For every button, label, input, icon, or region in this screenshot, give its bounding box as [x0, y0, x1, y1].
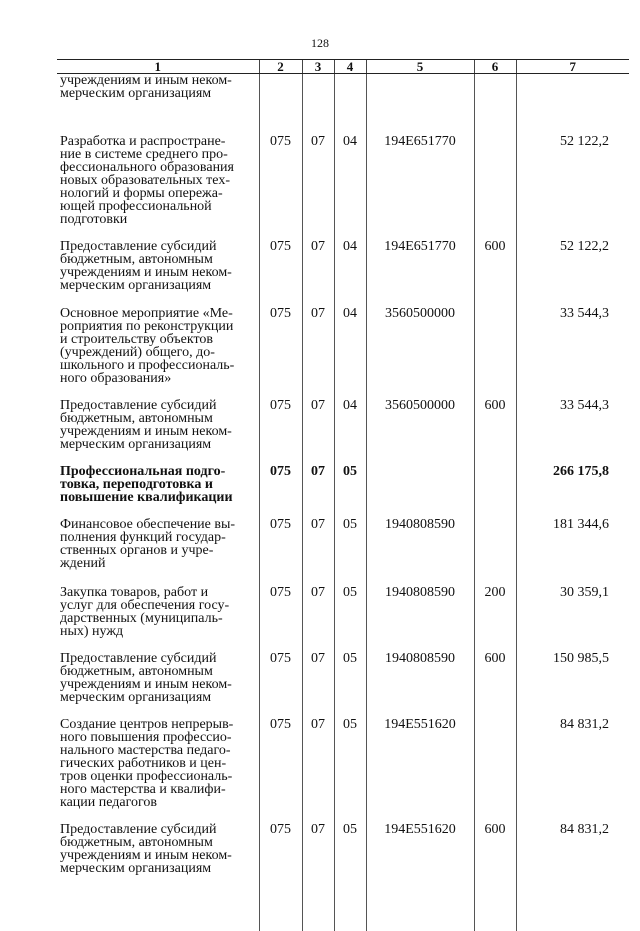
cell-target-article — [366, 74, 474, 122]
cell-name-text: Создание центров непрерыв- ного повышения профессио- нального мастерства педаго- гических работников и цен- тров оценки профессиональ- ного мастерства и квалифи- кации педагогов — [60, 704, 255, 809]
cell-admin-code-text: 075 — [260, 451, 302, 478]
cell-expense-type — [474, 809, 516, 931]
cell-amount-text: 181 344,6 — [517, 504, 610, 531]
cell-admin-code-text: 075 — [260, 504, 302, 531]
table-row — [57, 385, 629, 451]
cell-section — [302, 226, 334, 293]
cell-expense-type — [474, 638, 516, 704]
column-header-target: 5 — [366, 60, 474, 74]
cell-expense-type-text — [475, 293, 516, 307]
table-body — [57, 74, 629, 931]
cell-section-text: 07 — [303, 504, 334, 531]
page-number: 128 — [0, 36, 640, 51]
cell-expense-type-text: 600 — [475, 809, 516, 836]
cell-name — [57, 572, 259, 638]
cell-expense-type — [474, 451, 516, 504]
cell-subsection — [334, 121, 366, 226]
cell-section-text: 07 — [303, 638, 334, 665]
cell-target-article — [366, 385, 474, 451]
cell-target-article-text: 194E551620 — [367, 809, 474, 836]
cell-amount — [516, 385, 629, 451]
table-row — [57, 572, 629, 638]
cell-subsection — [334, 451, 366, 504]
cell-amount — [516, 704, 629, 809]
cell-name-text: Разработка и распростране- ние в системе среднего про- фессионального образования новых образовательных тех- нологий и формы опережа- ющей профессиональной подготовки — [60, 121, 255, 226]
cell-name-text: Предоставление субсидий бюджетным, автономным учреждениям и иным неком- мерческим организациям — [60, 226, 255, 292]
cell-section — [302, 74, 334, 122]
cell-target-article — [366, 121, 474, 226]
cell-subsection — [334, 293, 366, 385]
cell-section — [302, 572, 334, 638]
cell-name — [57, 74, 259, 122]
cell-expense-type — [474, 504, 516, 572]
table-row — [57, 504, 629, 572]
cell-admin-code — [259, 293, 302, 385]
cell-expense-type-text — [475, 704, 516, 718]
cell-target-article-text: 1940808590 — [367, 504, 474, 531]
cell-amount-text: 52 122,2 — [517, 121, 610, 148]
cell-subsection — [334, 572, 366, 638]
cell-amount — [516, 74, 629, 122]
cell-target-article — [366, 226, 474, 293]
cell-admin-code — [259, 504, 302, 572]
cell-target-article — [366, 504, 474, 572]
cell-admin-code — [259, 451, 302, 504]
cell-expense-type — [474, 293, 516, 385]
column-header-expense-type: 6 — [474, 60, 516, 74]
cell-target-article-text: 194E551620 — [367, 704, 474, 731]
cell-admin-code — [259, 385, 302, 451]
column-header-amount: 7 — [516, 60, 629, 74]
cell-target-article-text: 194E651770 — [367, 121, 474, 148]
cell-admin-code — [259, 74, 302, 122]
cell-admin-code-text: 075 — [260, 226, 302, 253]
cell-name — [57, 293, 259, 385]
table-header-row — [57, 60, 629, 74]
cell-amount — [516, 293, 629, 385]
cell-subsection-text: 05 — [335, 704, 366, 731]
cell-name-text: Предоставление субсидий бюджетным, автономным учреждениям и иным неком- мерческим организациям — [60, 638, 255, 704]
cell-section — [302, 121, 334, 226]
cell-target-article-text: 1940808590 — [367, 638, 474, 665]
table-row — [57, 74, 629, 122]
cell-admin-code-text: 075 — [260, 121, 302, 148]
cell-name-text: Профессиональная подго- товка, переподготовка и повышение квалификации — [60, 451, 255, 504]
cell-admin-code-text: 075 — [260, 385, 302, 412]
cell-amount-text: 84 831,2 — [517, 704, 610, 731]
cell-section-text: 07 — [303, 572, 334, 599]
cell-subsection-text: 05 — [335, 504, 366, 531]
cell-amount — [516, 809, 629, 931]
cell-amount — [516, 638, 629, 704]
table-row — [57, 638, 629, 704]
cell-amount — [516, 451, 629, 504]
cell-expense-type — [474, 704, 516, 809]
table-row — [57, 451, 629, 504]
cell-amount-text: 33 544,3 — [517, 293, 610, 320]
column-header-name: 1 — [57, 60, 259, 74]
cell-expense-type — [474, 226, 516, 293]
cell-section — [302, 809, 334, 931]
cell-amount — [516, 572, 629, 638]
cell-subsection-text: 04 — [335, 293, 366, 320]
cell-expense-type — [474, 74, 516, 122]
cell-amount-text: 30 359,1 — [517, 572, 610, 599]
cell-name-text: Предоставление субсидий бюджетным, автономным учреждениям и иным неком- мерческим организациям — [60, 385, 255, 451]
cell-subsection-text: 05 — [335, 451, 366, 478]
cell-name — [57, 504, 259, 572]
cell-section-text: 07 — [303, 226, 334, 253]
cell-name — [57, 451, 259, 504]
cell-target-article-text — [367, 451, 474, 465]
cell-target-article — [366, 638, 474, 704]
cell-expense-type-text — [475, 451, 516, 465]
cell-amount-text: 150 985,5 — [517, 638, 610, 665]
cell-amount-text: 33 544,3 — [517, 385, 610, 412]
cell-target-article — [366, 572, 474, 638]
column-header-section: 3 — [302, 60, 334, 74]
cell-admin-code-text: 075 — [260, 638, 302, 665]
cell-subsection — [334, 504, 366, 572]
cell-subsection — [334, 74, 366, 122]
cell-expense-type-text — [475, 121, 516, 135]
cell-name-text: Финансовое обеспечение вы- полнения функций государ- ственных органов и учре- ждений — [60, 504, 255, 570]
cell-section-text: 07 — [303, 293, 334, 320]
cell-admin-code — [259, 704, 302, 809]
cell-admin-code-text: 075 — [260, 704, 302, 731]
cell-section — [302, 504, 334, 572]
cell-target-article-text: 3560500000 — [367, 293, 474, 320]
cell-admin-code-text: 075 — [260, 809, 302, 836]
cell-section-text: 07 — [303, 809, 334, 836]
cell-subsection-text: 05 — [335, 638, 366, 665]
cell-subsection-text: 04 — [335, 385, 366, 412]
table-row — [57, 121, 629, 226]
cell-target-article-text: 3560500000 — [367, 385, 474, 412]
cell-expense-type — [474, 121, 516, 226]
cell-expense-type-text: 600 — [475, 638, 516, 665]
cell-expense-type-text: 200 — [475, 572, 516, 599]
table-row — [57, 226, 629, 293]
cell-section-text: 07 — [303, 121, 334, 148]
cell-admin-code — [259, 226, 302, 293]
cell-amount — [516, 226, 629, 293]
cell-amount-text: 266 175,8 — [517, 451, 610, 478]
cell-admin-code — [259, 121, 302, 226]
table-row — [57, 809, 629, 931]
cell-target-article — [366, 293, 474, 385]
cell-admin-code-text: 075 — [260, 572, 302, 599]
cell-section-text: 07 — [303, 385, 334, 412]
cell-section-text: 07 — [303, 451, 334, 478]
cell-subsection — [334, 226, 366, 293]
cell-section-text: 07 — [303, 704, 334, 731]
budget-table — [57, 59, 629, 931]
table-row — [57, 704, 629, 809]
cell-name-text: учреждениям и иным неком- мерческим организациям — [60, 74, 255, 100]
table-row — [57, 293, 629, 385]
cell-expense-type-text: 600 — [475, 226, 516, 253]
cell-amount — [516, 121, 629, 226]
cell-target-article-text: 1940808590 — [367, 572, 474, 599]
cell-section — [302, 704, 334, 809]
cell-admin-code-text: 075 — [260, 293, 302, 320]
cell-amount-text: 84 831,2 — [517, 809, 610, 836]
cell-subsection — [334, 385, 366, 451]
cell-name-text: Предоставление субсидий бюджетным, автономным учреждениям и иным неком- мерческим организациям — [60, 809, 255, 875]
cell-name — [57, 809, 259, 931]
cell-target-article — [366, 809, 474, 931]
cell-target-article — [366, 704, 474, 809]
cell-section — [302, 451, 334, 504]
cell-subsection-text: 05 — [335, 809, 366, 836]
cell-amount-text: 52 122,2 — [517, 226, 610, 253]
cell-expense-type — [474, 572, 516, 638]
cell-name — [57, 226, 259, 293]
cell-name — [57, 385, 259, 451]
column-header-admin: 2 — [259, 60, 302, 74]
cell-expense-type — [474, 385, 516, 451]
cell-subsection — [334, 809, 366, 931]
cell-subsection-text: 04 — [335, 121, 366, 148]
cell-section — [302, 638, 334, 704]
cell-admin-code — [259, 572, 302, 638]
cell-name — [57, 121, 259, 226]
cell-subsection-text: 05 — [335, 572, 366, 599]
cell-expense-type-text — [475, 504, 516, 518]
cell-section — [302, 385, 334, 451]
cell-expense-type-text: 600 — [475, 385, 516, 412]
cell-section — [302, 293, 334, 385]
cell-admin-code — [259, 638, 302, 704]
cell-subsection — [334, 638, 366, 704]
column-header-subsection: 4 — [334, 60, 366, 74]
cell-name — [57, 638, 259, 704]
cell-admin-code — [259, 809, 302, 931]
cell-name-text: Закупка товаров, работ и услуг для обеспечения госу- дарственных (муниципаль- ных) нужд — [60, 572, 255, 638]
cell-subsection — [334, 704, 366, 809]
cell-target-article — [366, 451, 474, 504]
cell-name-text: Основное мероприятие «Ме- роприятия по реконструкции и строительству объектов (учреждений) общего, до- школьного и профессиональ- ного образования» — [60, 293, 255, 385]
cell-name — [57, 704, 259, 809]
cell-amount — [516, 504, 629, 572]
cell-target-article-text: 194E651770 — [367, 226, 474, 253]
cell-subsection-text: 04 — [335, 226, 366, 253]
